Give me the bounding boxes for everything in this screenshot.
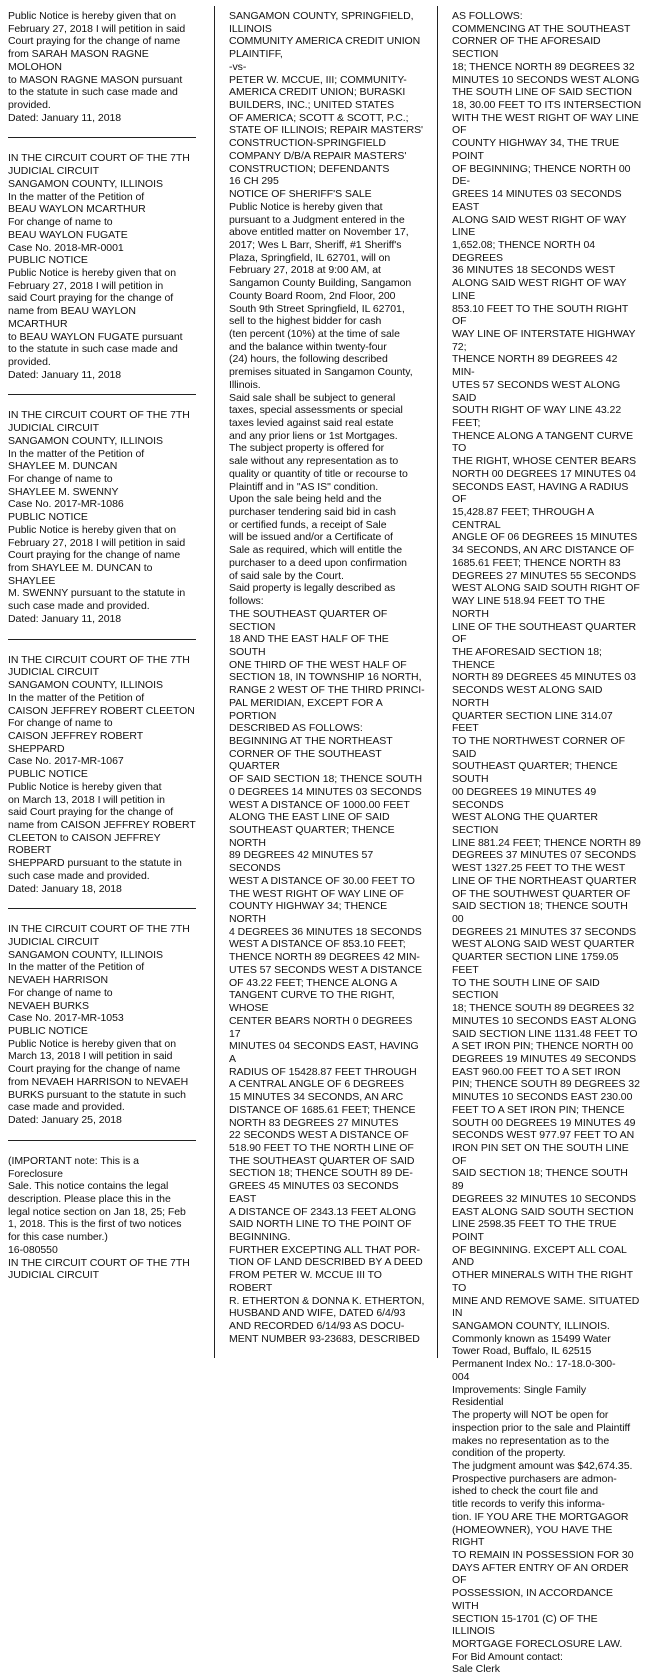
name-change-notice-mcarthur: IN THE CIRCUIT COURT OF THE 7TH JUDICIAL CIRCUIT SANGAMON COUNTY, ILLINOIS In the matter of the Petition of BEAU WAYLON MCARTHUR For change of name to BEAU WAYLON FUGATE Case No. 2018-MR-0001 PUBLIC NOTICE Public Notice is hereby given that on February 27, 2018 I will petition in said Court praying for the change of name from BEAU WAYLON MCARTHUR to BEAU WAYLON FUGATE pursuant to the statute in such case made and provided. Dated: January 11, 2018	[8, 152, 190, 381]
notice-separator	[8, 1140, 196, 1141]
notice-separator	[8, 137, 196, 138]
column-divider-left	[214, 6, 215, 1358]
notice-separator	[8, 908, 196, 909]
column-2	[229, 10, 425, 1358]
column-divider-right	[437, 6, 438, 1358]
name-change-notice-molohon: Public Notice is hereby given that on February 27, 2018 I will petition in said Court praying for the change of name from SARAH MASON RAGNE MOLOHON to MASON RAGNE MASON pursuant to the statute in such case made and provided. Dated: January 11, 2018	[8, 10, 186, 124]
name-change-notice-cleeton: IN THE CIRCUIT COURT OF THE 7TH JUDICIAL CIRCUIT SANGAMON COUNTY, ILLINOIS In the matter of the Petition of CAISON JEFFREY ROBERT CLEETON For change of name to CAISON JEFFREY ROBERT SHEPPARD Case No. 2017-MR-1067 PUBLIC NOTICE Public Notice is hereby given that on March 13, 2018 I will petition in said Court praying for the change of name from CAISON JEFFREY ROBERT CLEETON to CAISON JEFFREY ROBERT SHEPPARD pursuant to the statute in such case made and provided. Dated: January 18, 2018	[8, 653, 196, 895]
name-change-notice-harrison: IN THE CIRCUIT COURT OF THE 7TH JUDICIAL CIRCUIT SANGAMON COUNTY, ILLINOIS In the matter of the Petition of NEVAEH HARRISON For change of name to NEVAEH BURKS Case No. 2017-MR-1053 PUBLIC NOTICE Public Notice is hereby given that on March 13, 2018 I will petition in said Court praying for the change of name from NEVAEH HARRISON to NEVAEH BURKS pursuant to the statute in such case made and provided. Dated: January 25, 2018	[8, 923, 190, 1127]
notice-separator	[8, 394, 196, 395]
column-1	[8, 10, 196, 1358]
name-change-notice-duncan: IN THE CIRCUIT COURT OF THE 7TH JUDICIAL CIRCUIT SANGAMON COUNTY, ILLINOIS In the matter of the Petition of SHAYLEE M. DUNCAN For change of name to SHAYLEE M. SWENNY Case No. 2017-MR-1086 PUBLIC NOTICE Public Notice is hereby given that on February 27, 2018 I will petition in said Court praying for the change of name from SHAYLEE M. DUNCAN to SHAYLEE M. SWENNY pursuant to the statute in such case made and provided. Dated: January 11, 2018	[8, 409, 190, 625]
column-3	[452, 10, 642, 1676]
sheriff-sale-notice: SANGAMON COUNTY, SPRINGFIELD, ILLINOIS COMMUNITY AMERICA CREDIT UNION PLAINTIFF, -vs- PETER W. MCCUE, III; COMMUNITY- AMERICA CREDIT UNION; BURASKI BUILDERS, INC.; UNITED STATES OF AMERICA; SCOTT & SCOTT, P.C.; STATE OF ILLINOIS; REPAIR MASTERS' CONSTRUCTION-SPRINGFIELD COMPANY D/B/A REPAIR MASTERS' CONSTRUCTION; DEFENDANTS 16 CH 295 NOTICE OF SHERIFF'S SALE Public Notice is hereby given that pursuant to a Judgment entered in the above entitled matter on November 17, 2017; Wes L Barr, Sheriff, #1 Sheriff's Plaza, Springfield, IL 62701, will on February 27, 2018 at 9:00 AM, at Sangamon County Building, Sangamon County Board Room, 2nd Floor, 200 South 9th Street Springfield, IL 62701, sell to the highest bidder for cash (ten percent (10%) at the time of sale and the balance within twenty-four (24) hours, the following described premises situated in Sangamon County, Illinois. Said sale shall be subject to general taxes, special assessments or special taxes levied against said real estate and any prior liens or 1st Mortgages. The subject property is offered for sale without any representation as to quality or quantity of title or recourse to Plaintiff and in "AS IS" condition. Upon the sale being held and the purchaser tendering said bid in cash or certified funds, a receipt of Sale will be issued and/or a Certificate of Sale as required, which will entitle the purchaser to a deed upon confirmation of said sale by the Court. Said property is legally described as follows: THE SOUTHEAST QUARTER OF SECTION 18 AND THE EAST HALF OF THE SOUTH ONE THIRD OF THE WEST HALF OF SECTION 18, IN TOWNSHIP 16 NORTH, RANGE 2 WEST OF THE THIRD PRINCI- PAL MERIDIAN, EXCEPT FOR A PORTION DESCRIBED AS FOLLOWS: BEGINNING AT THE NORTHEAST CORNER OF THE SOUTHEAST QUARTER OF SAID SECTION 18; THENCE SOUTH 0 DEGREES 14 MINUTES 03 SECONDS WEST A DISTANCE OF 1000.00 FEET ALONG THE EAST LINE OF SAID SOUTHEAST QUARTER; THENCE NORTH 89 DEGREES 42 MINUTES 57 SECONDS WEST A DISTANCE OF 30.00 FEET TO THE WEST RIGHT OF WAY LINE OF COUNTY HIGHWAY 34; THENCE NORTH 4 DEGREES 36 MINUTES 18 SECONDS WEST A DISTANCE OF 853.10 FEET; THENCE NORTH 89 DEGREES 42 MIN- UTES 57 SECONDS WEST A DISTANCE OF 43.22 FEET; THENCE ALONG A TANGENT CURVE TO THE RIGHT, WHOSE CENTER BEARS NORTH 0 DEGREES 17 MINUTES 04 SECONDS EAST, HAVING A RADIUS OF 15428.87 FEET THROUGH A CENTRAL ANGLE OF 6 DEGREES 15 MINUTES 34 SECONDS, AN ARC DISTANCE OF 1685.61 FEET; THENCE NORTH 83 DEGREES 27 MINUTES 22 SECONDS WEST A DISTANCE OF 518.90 FEET TO THE NORTH LINE OF THE SOUTHEAST QUARTER OF SAID SECTION 18; THENCE SOUTH 89 DE- GREES 45 MINUTES 03 SECONDS EAST A DISTANCE OF 2343.13 FEET ALONG SAID NORTH LINE TO THE POINT OF BEGINNING. FURTHER EXCEPTING ALL THAT POR- TION OF LAND DESCRIBED BY A DEED FROM PETER W. MCCUE III TO ROBERT R. ETHERTON & DONNA K. ETHERTON, HUSBAND AND WIFE, DATED 6/4/93 AND RECORDED 6/14/93 AS DOCU- MENT NUMBER 93-23683, DESCRIBED	[229, 10, 425, 1345]
notice-separator	[8, 639, 196, 640]
foreclosure-notice-intro: (IMPORTANT note: This is a Foreclosure Sale. This notice contains the legal description. Please place this in the legal notice section on Jan 18, 25; Feb 1, 2018. This is the first of two notices for this case number.) 16-080550 IN THE CIRCUIT COURT OF THE 7TH JUDICIAL CIRCUIT	[8, 1154, 190, 1282]
legal-description-continued: AS FOLLOWS: COMMENCING AT THE SOUTHEAST CORNER OF THE AFORESAID SECTION 18; THENCE NORTH 89 DEGREES 32 MINUTES 10 SECONDS WEST ALONG THE SOUTH LINE OF SAID SECTION 18, 30.00 FEET TO ITS INTERSECTION WITH THE WEST RIGHT OF WAY LINE OF COUNTY HIGHWAY 34, THE TRUE POINT OF BEGINNING; THENCE NORTH 00 DE- GREES 14 MINUTES 03 SECONDS EAST ALONG SAID WEST RIGHT OF WAY LINE 1,652.08; THENCE NORTH 04 DEGREES 36 MINUTES 18 SECONDS WEST ALONG SAID WEST RIGHT OF WAY LINE 853.10 FEET TO THE SOUTH RIGHT OF WAY LINE OF INTERSTATE HIGHWAY 72; THENCE NORTH 89 DEGREES 42 MIN- UTES 57 SECONDS WEST ALONG SAID SOUTH RIGHT OF WAY LINE 43.22 FEET; THENCE ALONG A TANGENT CURVE TO THE RIGHT, WHOSE CENTER BEARS NORTH 00 DEGREES 17 MINUTES 04 SECONDS EAST, HAVING A RADIUS OF 15,428.87 FEET; THROUGH A CENTRAL ANGLE OF 06 DEGREES 15 MINUTES 34 SECONDS, AN ARC DISTANCE OF 1685.61 FEET; THENCE NORTH 83 DEGREES 27 MINUTES 55 SECONDS WEST ALONG SAID SOUTH RIGHT OF WAY LINE 518.94 FEET TO THE NORTH LINE OF THE SOUTHEAST QUARTER OF THE AFORESAID SECTION 18; THENCE NORTH 89 DEGREES 45 MINUTES 03 SECONDS WEST ALONG SAID NORTH QUARTER SECTION LINE 314.07 FEET TO THE NORTHWEST CORNER OF SAID SOUTHEAST QUARTER; THENCE SOUTH 00 DEGREES 19 MINUTES 49 SECONDS WEST ALONG THE QUARTER SECTION LINE 881.24 FEET; THENCE NORTH 89 DEGREES 37 MINUTES 07 SECONDS WEST 1327.25 FEET TO THE WEST LINE OF THE NORTHEAST QUARTER OF THE SOUTHWEST QUARTER OF SAID SECTION 18; THENCE SOUTH 00 DEGREES 21 MINUTES 37 SECONDS WEST ALONG SAID WEST QUARTER QUARTER SECTION LINE 1759.05 FEET TO THE SOUTH LINE OF SAID SECTION 18; THENCE SOUTH 89 DEGREES 32 MINUTES 10 SECONDS EAST ALONG SAID SECTION LINE 1131.48 FEET TO A SET IRON PIN; THENCE NORTH 00 DEGREES 19 MINUTES 49 SECONDS EAST 960.00 FEET TO A SET IRON PIN; THENCE SOUTH 89 DEGREES 32 MINUTES 10 SECONDS EAST 230.00 FEET TO A SET IRON PIN; THENCE SOUTH 00 DEGREES 19 MINUTES 49 SECONDS WEST 977.97 FEET TO AN IRON PIN SET ON THE SOUTH LINE OF SAID SECTION 18; THENCE SOUTH 89 DEGREES 32 MINUTES 10 SECONDS EAST ALONG SAID SOUTH SECTION LINE 2598.35 FEET TO THE TRUE POINT OF BEGINNING. EXCEPT ALL COAL AND OTHER MINERALS WITH THE RIGHT TO MINE AND REMOVE SAME. SITUATED IN SANGAMON COUNTY, ILLINOIS. Commonly known as 15499 Water Tower Road, Buffalo, IL 62515 Permanent Index No.: 17-18.0-300- 004 Improvements: Single Family Residential The property will NOT be open for inspection prior to the sale and Plaintiff makes no representation as to the condition of the property. The judgment amount was $42,674.35. Prospective purchasers are admon- ished to check the court file and title records to verify this informa- tion. IF YOU ARE THE MORTGAGOR (HOMEOWNER), YOU HAVE THE RIGHT TO REMAIN IN POSSESSION FOR 30 DAYS AFTER ENTRY OF AN ORDER OF POSSESSION, IN ACCORDANCE WITH SECTION 15-1701 (C) OF THE ILLINOIS MORTGAGE FORECLOSURE LAW. For Bid Amount contact: Sale Clerk	[452, 10, 642, 1676]
